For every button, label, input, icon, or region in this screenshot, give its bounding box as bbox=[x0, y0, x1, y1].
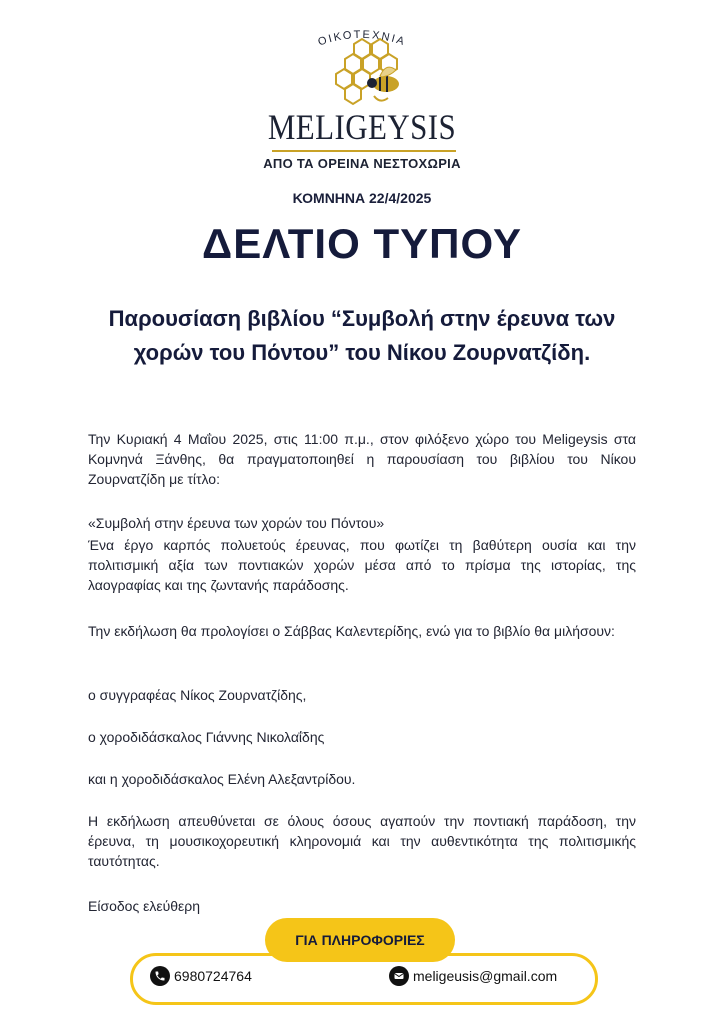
bee-icon bbox=[367, 67, 399, 100]
email-address: meligeusis@gmail.com bbox=[413, 968, 558, 984]
logo-divider bbox=[272, 150, 456, 152]
email-contact[interactable] bbox=[389, 966, 557, 986]
speaker-item: ο συγγραφέας Νίκος Ζουρνατζίδης, bbox=[88, 687, 307, 703]
paragraph-description: Ένα έργο καρπός πολυετούς έρευνας, που φωτίζει τη βαθύτερη ουσία και την πολιτισμική αξία των ποντιακών χορών μέσα από το πρίσμα της ιστορίας, της λαογραφίας και της ζωντανής παράδοσης. bbox=[88, 537, 636, 593]
phone-icon bbox=[150, 966, 170, 986]
paragraph-intro: Την Κυριακή 4 Μαΐου 2025, στις 11:00 π.μ., στον φιλόξενο χώρο του Meligeysis στα Κομνηνά Ξάνθης, θα πραγματοποιηθεί η παρουσίαση του βιβλίου του Νίκου Ζουρνατζίδη με τίτλο: bbox=[88, 431, 636, 487]
subtitle bbox=[40, 302, 684, 370]
logo-tagline: ΑΠΟ ΤΑ ΟΡΕΙΝΑ ΝΕΣΤΟΧΩΡΙΑ bbox=[263, 156, 461, 171]
svg-text:ΟΙΚΟΤΕΧΝΙΑ bbox=[317, 29, 408, 49]
subtitle-line: χορών του Πόντου” του Νίκου Ζουρνατζίδη. bbox=[133, 340, 591, 365]
speaker-item: ο χοροδιδάσκαλος Γιάννης Νικολαΐδης bbox=[88, 729, 325, 745]
mail-icon bbox=[389, 966, 409, 986]
logo-arc-text: ΟΙΚΟΤΕΧΝΙΑ bbox=[316, 28, 408, 49]
page-title: ΔΕΛΤΙΟ ΤΥΠΟΥ bbox=[202, 220, 522, 267]
free-entry-note: Είσοδος ελεύθερη bbox=[88, 898, 201, 914]
honeycomb-hex bbox=[345, 84, 361, 104]
subtitle-line: Παρουσίαση βιβλίου “Συμβολή στην έρευνα των bbox=[108, 306, 616, 331]
speaker-item: και η χοροδιδάσκαλος Ελένη Αλεξαντρίδου. bbox=[88, 771, 356, 787]
paragraph-audience: Η εκδήλωση απευθύνεται σε όλους όσους αγαπούν την ποντιακή παράδοση, την έρευνα, τη μουσικοχορευτική κληρονομιά και την αυθεντικότητα της πολιτισμικής ταυτότητας. bbox=[88, 813, 636, 869]
info-label-badge: ΓΙΑ ΠΛΗΡΟΦΟΡΙΕΣ bbox=[265, 918, 455, 962]
phone-number: 6980724764 bbox=[174, 968, 252, 984]
logo-brand-name: MELIGEYSIS bbox=[267, 107, 457, 147]
book-title: «Συμβολή στην έρευνα των χορών του Πόντου» bbox=[88, 515, 385, 531]
location-date: ΚΟΜΝΗΝΑ 22/4/2025 bbox=[292, 190, 432, 206]
paragraph-speakers-intro: Την εκδήλωση θα προλογίσει ο Σάββας Καλεντερίδης, ενώ για το βιβλίο θα μιλήσουν: bbox=[88, 623, 615, 639]
phone-contact[interactable] bbox=[150, 966, 252, 986]
